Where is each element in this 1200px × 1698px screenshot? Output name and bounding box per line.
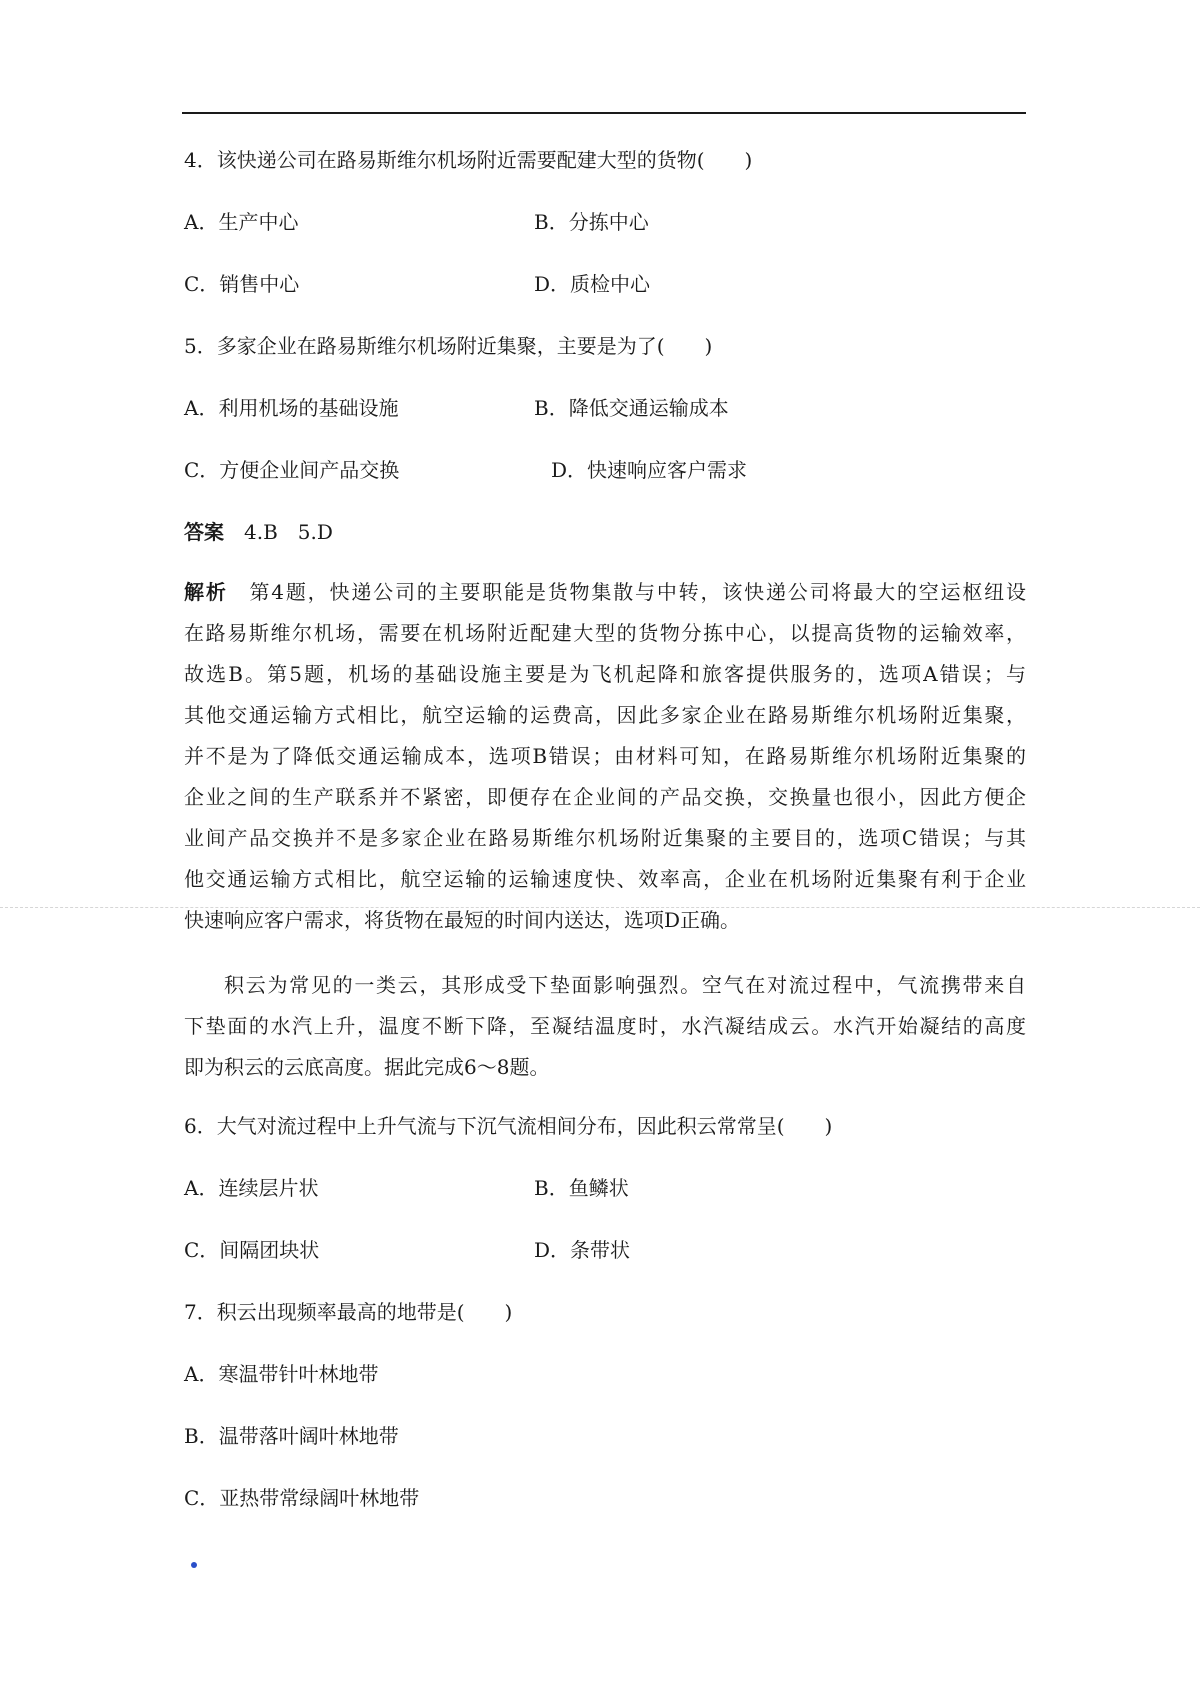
analysis-line: 并不是为了降低交通运输成本，选项B错误；由材料可知，在路易斯维尔机场附近集聚的 (184, 744, 1026, 768)
question-4-stem: 4．该快递公司在路易斯维尔机场附近需要配建大型的货物( ) (184, 148, 753, 172)
cursor-dot-icon (191, 1562, 197, 1568)
passage-line: 即为积云的云底高度。据此完成6～8题。 (184, 1055, 550, 1079)
question-5-option-a: A．利用机场的基础设施 (184, 396, 399, 420)
question-7-option-b: B．温带落叶阔叶林地带 (184, 1424, 399, 1448)
answer-line (184, 518, 333, 546)
analysis-line: 业间产品交换并不是多家企业在路易斯维尔机场附近集聚的主要目的，选项C错误；与其 (184, 826, 1026, 850)
question-5-option-b: B．降低交通运输成本 (534, 396, 729, 420)
question-5-option-d: D．快速响应客户需求 (551, 458, 748, 482)
question-7-stem: 7．积云出现频率最高的地带是( ) (184, 1300, 513, 1324)
analysis-line: 在路易斯维尔机场，需要在机场附近配建大型的货物分拣中心，以提高货物的运输效率， (184, 621, 1026, 645)
question-5-option-c: C．方便企业间产品交换 (184, 458, 400, 482)
passage-line: 下垫面的水汽上升，温度不断下降，至凝结温度时，水汽凝结成云。水汽开始凝结的高度 (184, 1014, 1026, 1038)
answer-text: 4.B 5.D (244, 520, 333, 544)
question-7-option-c: C．亚热带常绿阔叶林地带 (184, 1486, 420, 1510)
analysis-line: 其他交通运输方式相比，航空运输的运费高，因此多家企业在路易斯维尔机场附近集聚， (184, 703, 1026, 727)
analysis-label: 解析 (184, 580, 228, 604)
question-6-option-c: C．间隔团块状 (184, 1238, 320, 1262)
question-6-option-d: D．条带状 (534, 1238, 631, 1262)
question-7-option-a: A．寒温带针叶林地带 (184, 1362, 379, 1386)
question-4-option-d: D．质检中心 (534, 272, 651, 296)
question-6-stem: 6．大气对流过程中上升气流与下沉气流相间分布，因此积云常常呈( ) (184, 1114, 833, 1138)
analysis-line: 他交通运输方式相比，航空运输的运输速度快、效率高，企业在机场附近集聚有利于企业 (184, 867, 1026, 891)
divider-dashed (0, 907, 1200, 908)
question-4-option-a: A．生产中心 (184, 210, 299, 234)
analysis-line: 企业之间的生产联系并不紧密，即便存在企业间的产品交换，交换量也很小，因此方便企 (184, 785, 1026, 809)
question-5-stem: 5．多家企业在路易斯维尔机场附近集聚，主要是为了( ) (184, 334, 713, 358)
answer-label: 答案 (184, 520, 224, 544)
question-6-option-a: A．连续层片状 (184, 1176, 319, 1200)
question-4-option-c: C．销售中心 (184, 272, 300, 296)
analysis-line: 解析 第4题，快递公司的主要职能是货物集散与中转，该快递公司将最大的空运枢纽设 (184, 580, 1027, 604)
question-4-option-b: B．分拣中心 (534, 210, 649, 234)
analysis-line: 故选B。第5题，机场的基础设施主要是为飞机起降和旅客提供服务的，选项A错误；与 (184, 662, 1026, 686)
analysis-paragraph (184, 572, 1026, 941)
reading-passage (184, 965, 1026, 1088)
passage-line: 积云为常见的一类云，其形成受下垫面影响强烈。空气在对流过程中，气流携带来自 (224, 973, 1026, 997)
question-6-option-b: B．鱼鳞状 (534, 1176, 629, 1200)
analysis-line: 快速响应客户需求，将货物在最短的时间内送达，选项D正确。 (184, 908, 741, 932)
header-rule (182, 112, 1026, 114)
